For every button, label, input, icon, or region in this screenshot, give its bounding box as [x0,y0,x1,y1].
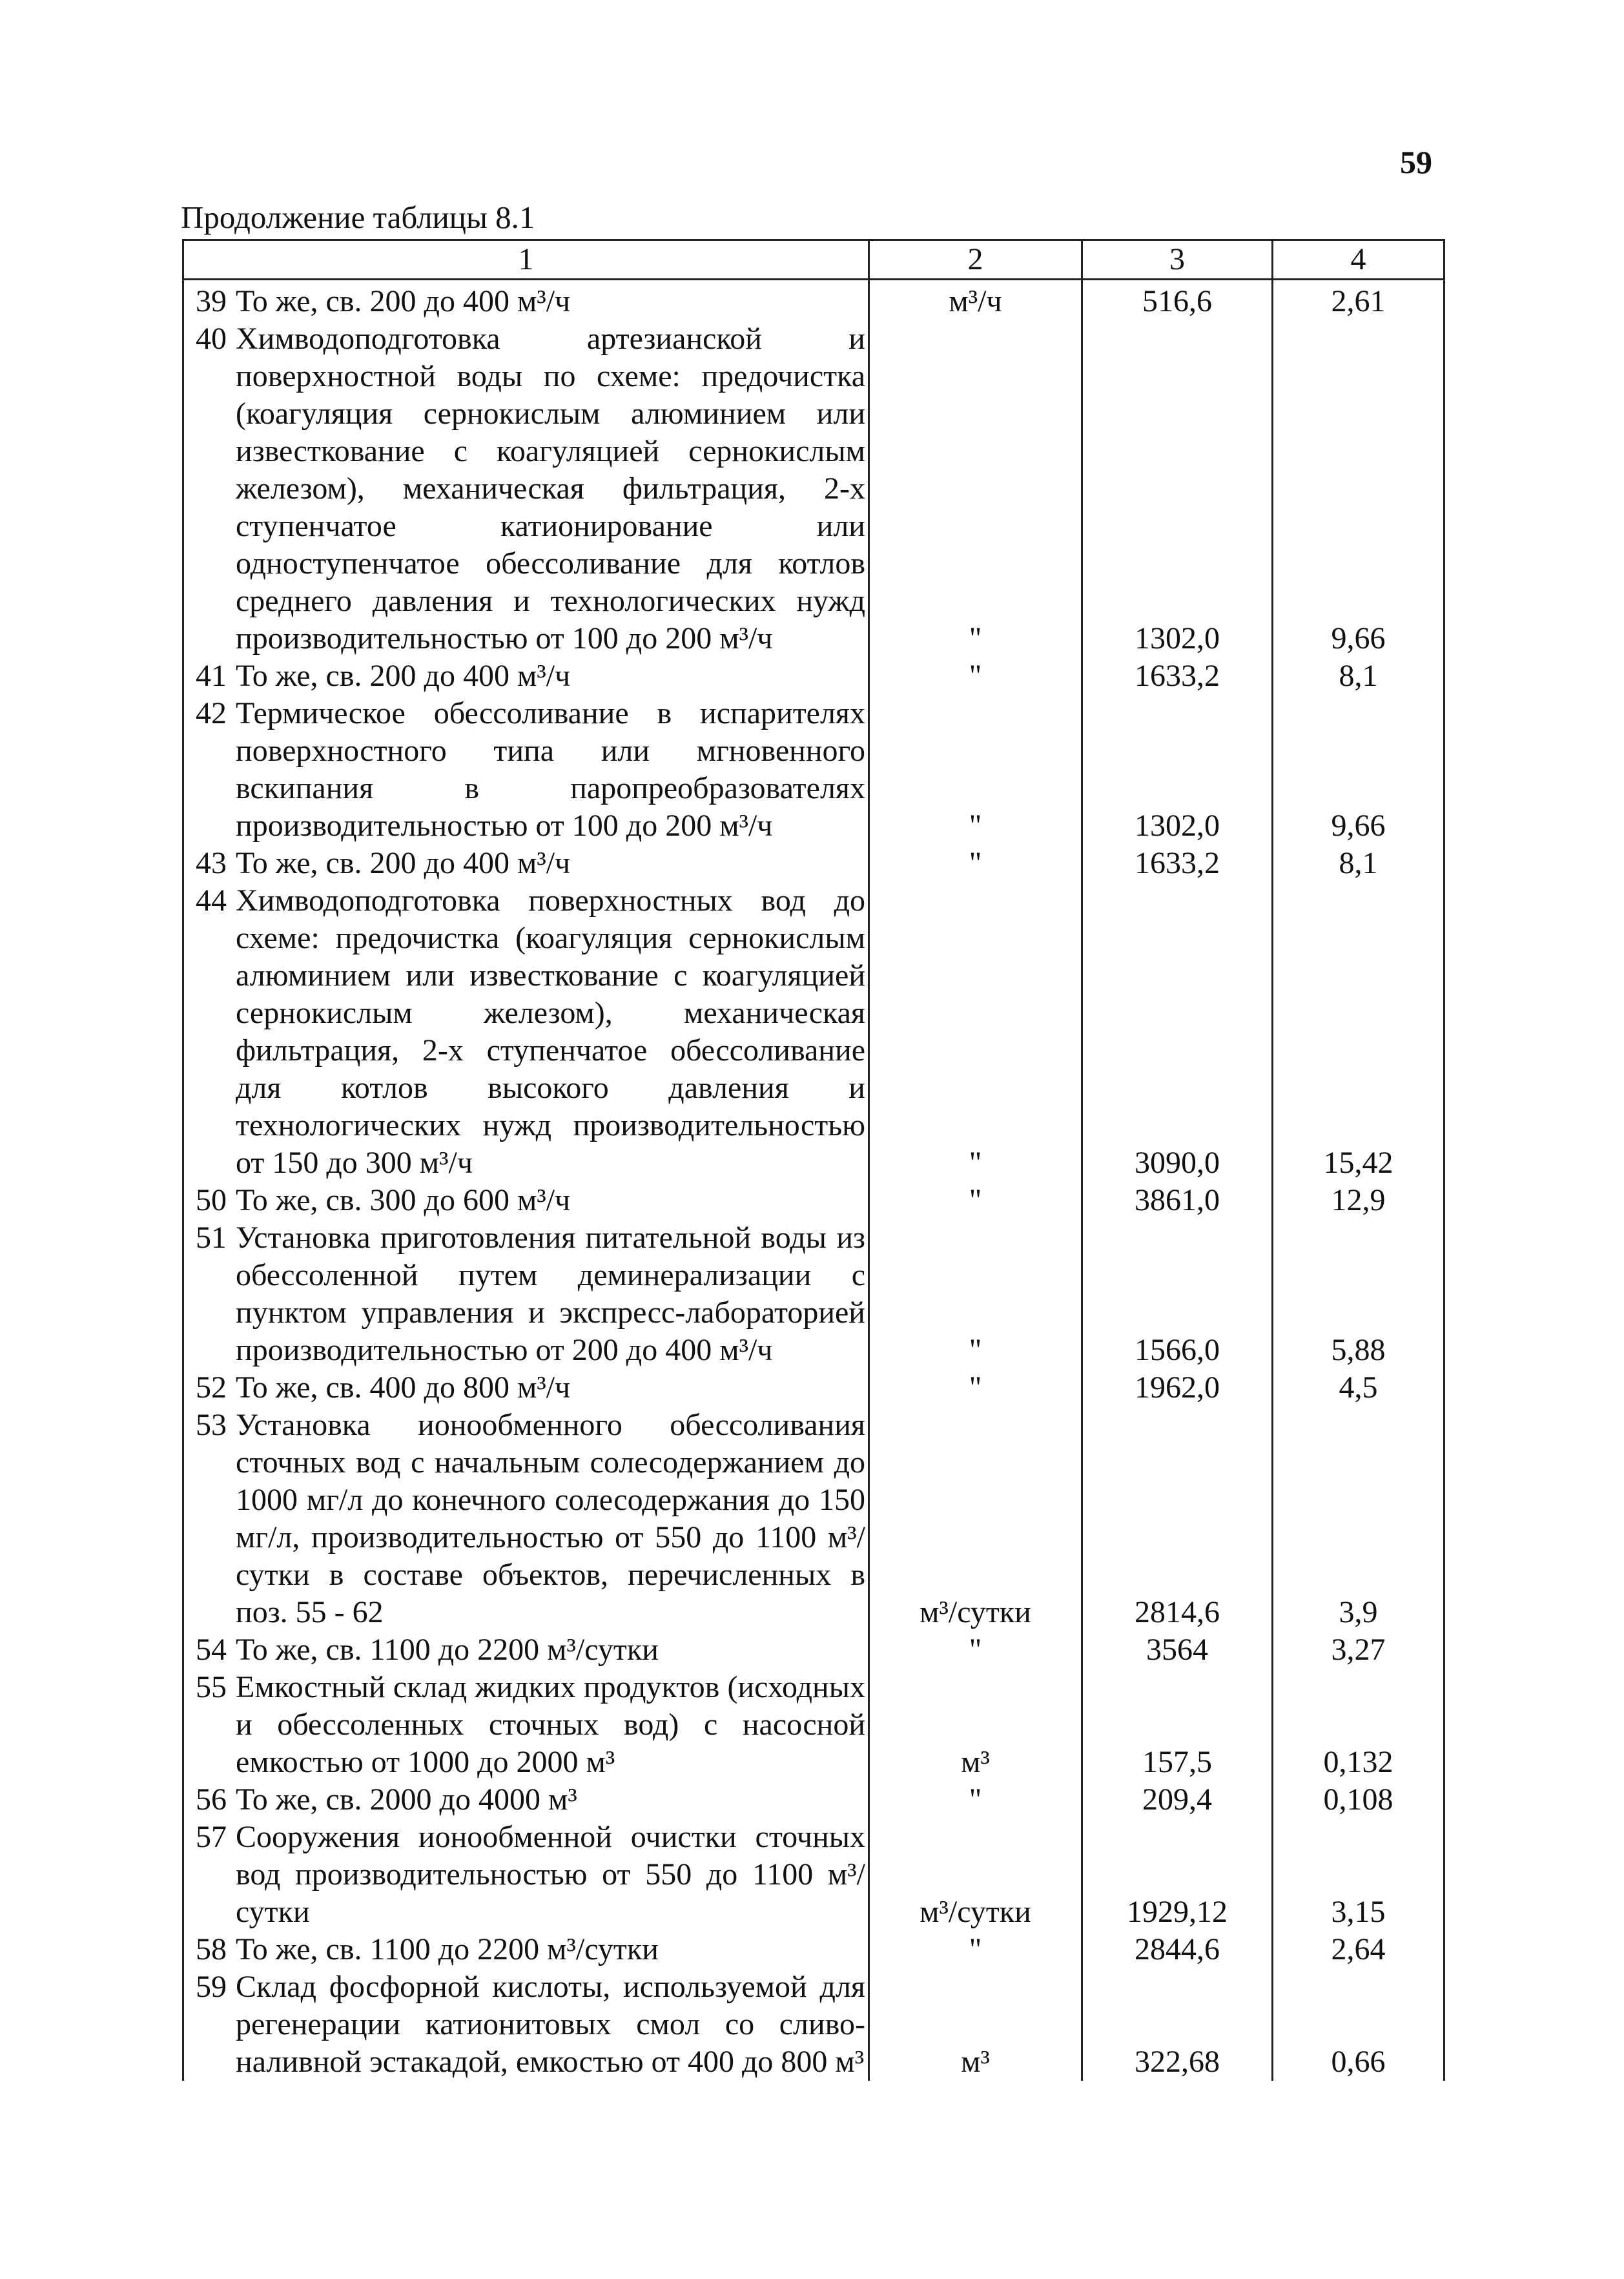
row-description: Установка ионообменного обессоливания сточных вод с начальным солесодержанием до 1000 мг/л до конечного солесодержания до 150 мг/л, производительностью от 550 до 1100 м³/сутки в составе объектов, перечисленных в поз. 55 - 62 [236,1408,865,1629]
value-cell-3: 209,4 [1082,1781,1273,1819]
table-row [183,1669,1444,1781]
value-cell-4: 4,5 [1273,1369,1444,1407]
row-description: То же, св. 1100 до 2200 м³/сутки [236,1633,659,1667]
row-description: То же, св. 2000 до 4000 м³ [236,1782,577,1817]
header-row [183,240,1444,280]
description-cell [183,1219,869,1369]
unit-cell: " [869,695,1082,845]
unit-cell: " [869,1219,1082,1369]
value-cell-3: 516,6 [1082,280,1273,321]
value-cell-3: 2814,6 [1082,1407,1273,1631]
value-cell-4: 3,15 [1273,1819,1444,1931]
value-cell-4: 5,88 [1273,1219,1444,1369]
table-row [183,695,1444,845]
unit-cell: " [869,1931,1082,1968]
row-number: 44 [196,883,227,918]
table-row [183,280,1444,321]
row-number: 43 [196,846,227,880]
value-cell-4: 2,64 [1273,1931,1444,1968]
value-cell-3: 157,5 [1082,1669,1273,1781]
value-cell-3: 1962,0 [1082,1369,1273,1407]
table-row [183,1931,1444,1968]
description-cell [183,845,869,882]
row-number: 58 [196,1932,227,1966]
description-cell [183,320,869,657]
header-cell: 2 [869,240,1082,280]
row-description: То же, св. 200 до 400 м³/ч [236,284,571,318]
row-description: Емкостный склад жидких продуктов (исходных и обессоленных сточных вод) с насосной емкостью от 1000 до 2000 м³ [236,1670,865,1779]
table-row [183,1407,1444,1631]
unit-cell: " [869,1631,1082,1669]
row-description: Химводоподготовка артезианской и поверхностной воды по схеме: предочистка (коагуляция сернокислым алюминием или известкование с коагуляцией сернокислым железом), механическая фильтрация, 2-х ступенчатое катионирование или одноступенчатое обессоливание для котлов среднего давления и технологических нужд производительностью от 100 до 200 м³/ч [236,322,865,655]
table-caption: Продолжение таблицы 8.1 [181,200,535,235]
description-cell [183,1407,869,1631]
row-number: 42 [196,696,227,730]
value-cell-3: 3564 [1082,1631,1273,1669]
value-cell-4: 9,66 [1273,695,1444,845]
description-cell [183,1182,869,1219]
table-row [183,1219,1444,1369]
header-cell: 3 [1082,240,1273,280]
value-cell-3: 1302,0 [1082,695,1273,845]
value-cell-3: 322,68 [1082,1968,1273,2081]
table-row [183,1781,1444,1819]
row-number: 50 [196,1183,227,1217]
description-cell [183,695,869,845]
value-cell-4: 0,108 [1273,1781,1444,1819]
row-description: То же, св. 200 до 400 м³/ч [236,846,571,880]
unit-cell: " [869,657,1082,695]
description-cell [183,1669,869,1781]
value-cell-4: 0,66 [1273,1968,1444,2081]
table-row [183,1631,1444,1669]
value-cell-4: 15,42 [1273,882,1444,1182]
value-cell-3: 3861,0 [1082,1182,1273,1219]
description-cell [183,1631,869,1669]
unit-cell: " [869,1781,1082,1819]
row-description: Химводоподготовка поверхностных вод до схеме: предочистка (коагуляция сернокислым алюминием или известкование с коагуляцией сернокислым железом), механическая фильтрация, 2-х ступенчатое обессоливание для котлов высокого давления и технологических нужд производительностью от 150 до 300 м³/ч [236,883,865,1180]
description-cell [183,280,869,321]
description-cell [183,1781,869,1819]
header-cell: 1 [183,240,869,280]
page-number: 59 [1400,144,1432,180]
row-description: Сооружения ионообменной очистки сточных вод производительностью от 550 до 1100 м³/сутки [236,1820,865,1929]
value-cell-4: 8,1 [1273,845,1444,882]
value-cell-4: 3,27 [1273,1631,1444,1669]
value-cell-3: 2844,6 [1082,1931,1273,1968]
data-table [182,239,1445,2081]
unit-cell: м³ [869,1669,1082,1781]
table-row [183,1968,1444,2081]
unit-cell: м³ [869,1968,1082,2081]
unit-cell: " [869,1182,1082,1219]
unit-cell: м³/сутки [869,1819,1082,1931]
row-description: То же, св. 200 до 400 м³/ч [236,659,571,693]
description-cell [183,1369,869,1407]
value-cell-3: 1633,2 [1082,657,1273,695]
row-description: То же, св. 400 до 800 м³/ч [236,1370,571,1405]
unit-cell: " [869,845,1082,882]
row-number: 39 [196,284,227,318]
value-cell-4: 3,9 [1273,1407,1444,1631]
value-cell-3: 1633,2 [1082,845,1273,882]
value-cell-3: 3090,0 [1082,882,1273,1182]
row-number: 57 [196,1820,227,1854]
table-row [183,882,1444,1182]
table-row [183,1819,1444,1931]
unit-cell: м³/ч [869,280,1082,321]
description-cell [183,1931,869,1968]
value-cell-3: 1302,0 [1082,320,1273,657]
description-cell [183,657,869,695]
table-row [183,657,1444,695]
description-cell [183,882,869,1182]
table-row [183,1182,1444,1219]
row-description: Установка приготовления питательной воды из обессоленной путем деминерализации с пунктом управления и экспресс-лабораторией производительностью от 200 до 400 м³/ч [236,1221,865,1367]
value-cell-4: 9,66 [1273,320,1444,657]
table-row [183,845,1444,882]
description-cell [183,1968,869,2081]
value-cell-4: 12,9 [1273,1182,1444,1219]
row-number: 51 [196,1221,227,1255]
value-cell-3: 1929,12 [1082,1819,1273,1931]
value-cell-4: 8,1 [1273,657,1444,695]
row-number: 53 [196,1408,227,1442]
value-cell-4: 2,61 [1273,280,1444,321]
table-row [183,320,1444,657]
unit-cell: " [869,882,1082,1182]
unit-cell: " [869,320,1082,657]
row-description: Склад фосфорной кислоты, используемой для регенерации катионитовых смол со сливо-наливной эстакадой, емкостью от 400 до 800 м³ [236,1970,865,2079]
unit-cell: м³/сутки [869,1407,1082,1631]
table-row [183,1369,1444,1407]
row-number: 41 [196,659,227,693]
value-cell-3: 1566,0 [1082,1219,1273,1369]
row-description: То же, св. 1100 до 2200 м³/сутки [236,1932,659,1966]
row-number: 52 [196,1370,227,1405]
row-number: 40 [196,322,227,356]
value-cell-4: 0,132 [1273,1669,1444,1781]
description-cell [183,1819,869,1931]
row-description: Термическое обессоливание в испарителях поверхностного типа или мгновенного вскипания в паропреобразователях производительностью от 100 до 200 м³/ч [236,696,865,843]
unit-cell: " [869,1369,1082,1407]
row-number: 55 [196,1670,227,1704]
row-number: 54 [196,1633,227,1667]
row-description: То же, св. 300 до 600 м³/ч [236,1183,571,1217]
header-cell: 4 [1273,240,1444,280]
row-number: 59 [196,1970,227,2004]
row-number: 56 [196,1782,227,1817]
